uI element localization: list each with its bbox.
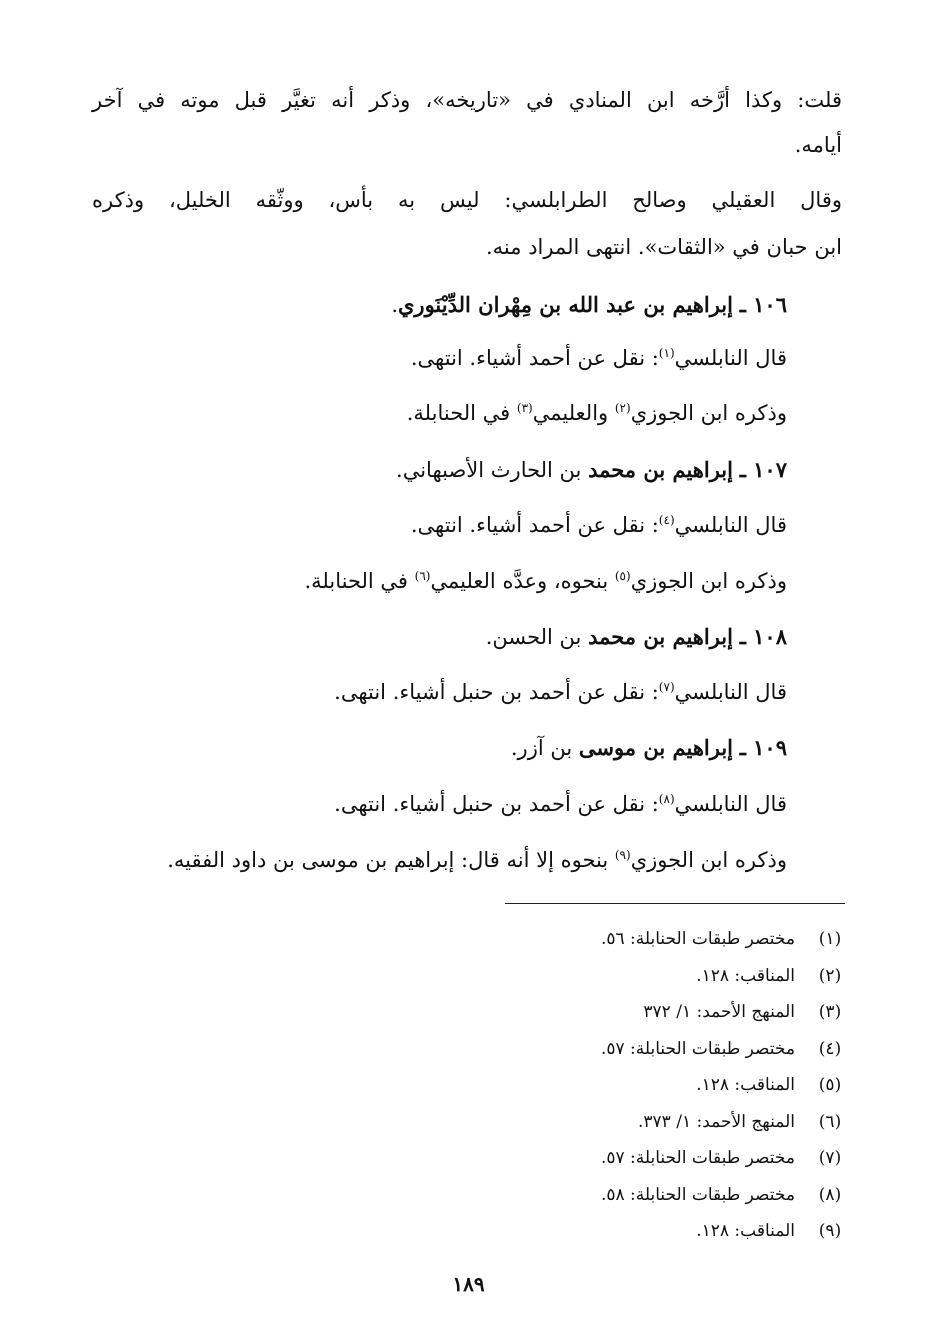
footnote-item	[445, 1110, 845, 1134]
footnote-item	[445, 1219, 845, 1243]
entry-106-line-2-mid: والعليمي	[532, 401, 615, 425]
entry-106-line-1-rest: : نقل عن أحمد أشياء. انتهى.	[410, 346, 659, 370]
footnote-text: المناقب: ١٢٨.	[696, 1221, 795, 1241]
footnote-item	[445, 927, 845, 951]
entry-107-name: إبراهيم بن محمد	[588, 457, 733, 482]
footnote-number: (٩)	[818, 1221, 842, 1241]
entry-106-line-1-text: قال النابلسي	[674, 346, 787, 370]
paragraph-1-line-2: أيامه.	[794, 133, 842, 157]
entry-106-line-2-rest: في الحنابلة.	[406, 401, 517, 425]
entry-108-line-1-text: قال النابلسي	[674, 680, 787, 704]
footnote-divider	[505, 903, 845, 904]
entry-107-line-1-rest: : نقل عن أحمد أشياء. انتهى.	[410, 513, 659, 537]
entry-109-line-1-text: قال النابلسي	[674, 792, 787, 816]
footnote-text: المناقب: ١٢٨.	[696, 965, 795, 986]
entry-108-number: ١٠٨ ـ	[739, 624, 787, 649]
footnote-item	[445, 1183, 845, 1207]
footnote-number: (١)	[818, 929, 842, 949]
entry-107-heading	[92, 455, 787, 485]
footnote-number: (٢)	[818, 965, 842, 986]
entry-106-line-1	[92, 343, 787, 373]
entry-107-name-rest: بن الحارث الأصبهاني.	[396, 458, 589, 482]
entry-109-line-2-rest: بنحوه إلا أنه قال: إبراهيم بن موسى بن داود الفقيه.	[167, 848, 615, 872]
footnote-ref-4[interactable]: (٤)	[658, 513, 675, 527]
footnote-text: مختصر طبقات الحنابلة: ٥٧.	[600, 1148, 795, 1168]
entry-109-name: إبراهيم بن موسى	[578, 735, 733, 760]
entry-108-line-1-rest: : نقل عن أحمد بن حنبل أشياء. انتهى.	[334, 680, 659, 704]
footnote-item	[445, 1073, 845, 1097]
entry-107-line-2-rest: في الحنابلة.	[304, 569, 415, 593]
entry-107-line-2-mid: بنحوه، وعدَّه العليمي	[430, 569, 615, 593]
footnote-number: (٨)	[818, 1184, 842, 1205]
entry-109-line-1-rest: : نقل عن أحمد بن حنبل أشياء. انتهى.	[334, 792, 659, 816]
entry-107-line-2-text: وذكره ابن الجوزي	[630, 569, 787, 593]
paragraph-2-line-2: ابن حبان في «الثقات». انتهى المراد منه.	[486, 235, 842, 259]
entry-106-line-2	[92, 398, 787, 428]
footnote-number: (٥)	[818, 1075, 842, 1095]
footnote-ref-1[interactable]: (١)	[658, 346, 675, 360]
entry-107-number: ١٠٧ ـ	[739, 457, 787, 482]
footnote-number: (٣)	[818, 1002, 842, 1022]
footnote-text: المنهج الأحمد: ١/ ٣٧٣.	[638, 1111, 795, 1132]
footnote-item	[445, 1037, 845, 1061]
footnote-item	[445, 1146, 845, 1170]
entry-108-name-rest: بن الحسن.	[485, 625, 589, 649]
footnote-text: المنهج الأحمد: ١/ ٣٧٢	[643, 1002, 795, 1022]
entry-107-line-2	[92, 566, 787, 596]
entry-108-name: إبراهيم بن محمد	[588, 624, 733, 649]
entry-109-line-2	[7, 845, 787, 875]
entry-108-heading	[92, 622, 787, 652]
footnote-ref-7[interactable]: (٧)	[658, 680, 675, 694]
footnote-text: مختصر طبقات الحنابلة: ٥٦.	[600, 929, 795, 949]
footnote-ref-8[interactable]: (٨)	[658, 792, 675, 806]
entry-106-heading	[92, 290, 787, 320]
entry-108-line-1	[92, 677, 787, 707]
entry-106-period: .	[391, 293, 398, 317]
paragraph-1-line-1: قلت: وكذا أرَّخه ابن المنادي في «تاريخه»، وذكر أنه تغيَّر قبل موته في آخر	[92, 88, 842, 112]
footnote-ref-3[interactable]: (٣)	[516, 401, 533, 415]
footnote-item	[445, 964, 845, 988]
footnote-ref-6[interactable]: (٦)	[414, 569, 431, 583]
entry-109-line-1	[92, 789, 787, 819]
entry-106-name: إبراهيم بن عبد الله بن مِهْران الدِّيْنَوري	[398, 292, 733, 317]
entry-109-name-rest: بن آزر.	[510, 736, 579, 760]
footnote-number: (٧)	[818, 1148, 842, 1168]
footnote-text: مختصر طبقات الحنابلة: ٥٨.	[600, 1184, 795, 1205]
entry-109-number: ١٠٩ ـ	[739, 735, 787, 760]
entry-109-line-2-text: وذكره ابن الجوزي	[630, 848, 787, 872]
paragraph-2-line-1: وقال العقيلي وصالح الطرابلسي: ليس به بأس، ووثّقه الخليل، وذكره	[92, 188, 842, 212]
footnote-number: (٤)	[818, 1038, 842, 1059]
footnote-item	[445, 1000, 845, 1024]
entry-107-line-1	[92, 510, 787, 540]
footnote-text: المناقب: ١٢٨.	[696, 1075, 795, 1095]
entry-106-number: ١٠٦ ـ	[739, 292, 787, 317]
footnote-ref-2[interactable]: (٢)	[614, 401, 631, 415]
entry-106-line-2-text: وذكره ابن الجوزي	[630, 401, 787, 425]
footnote-ref-5[interactable]: (٥)	[614, 569, 631, 583]
footnote-number: (٦)	[818, 1111, 842, 1132]
footnote-ref-9[interactable]: (٩)	[614, 848, 631, 862]
page-number: ١٨٩	[452, 1272, 485, 1296]
footnote-text: مختصر طبقات الحنابلة: ٥٧.	[600, 1038, 795, 1059]
entry-109-heading	[92, 733, 787, 763]
entry-107-line-1-text: قال النابلسي	[674, 513, 787, 537]
